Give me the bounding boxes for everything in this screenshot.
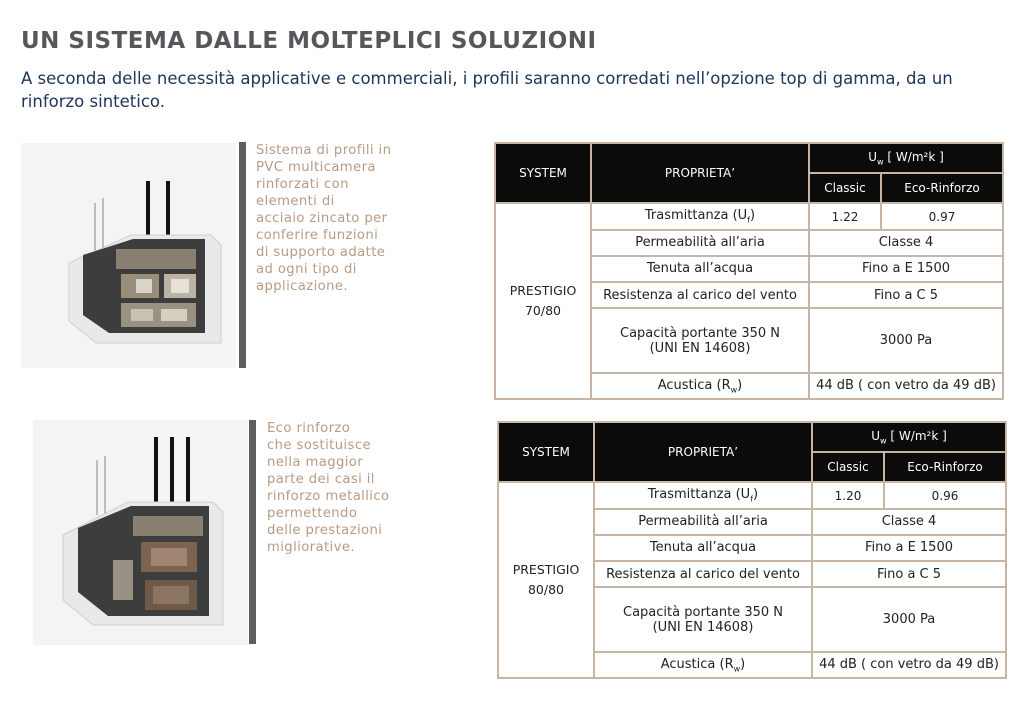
classic-value: 1.20 xyxy=(812,482,884,508)
description-1: Sistema di profili in PVC multicamera rinforzati con elementi di acciaio zincato per conferire funzioni di supporto adatte ad ogni tipo di applicazione. xyxy=(256,143,392,294)
header-system: SYSTEM xyxy=(498,422,594,482)
header-property: PROPRIETA’ xyxy=(591,143,809,203)
header-uw: $U_w$ [ W/m²k ] xyxy=(809,143,1003,173)
page-title: UN SISTEMA DALLE MOLTEPLICI SOLUZIONI xyxy=(21,28,597,54)
value-cell: 44 dB ( con vetro da 49 dB) xyxy=(812,652,1006,678)
prop-cell: Tenuta all’acqua xyxy=(591,256,809,282)
prop-cell: Trasmittanza $(U_f)$ xyxy=(591,203,809,229)
header-eco: Eco-Rinforzo xyxy=(881,173,1003,203)
value-cell: 44 dB ( con vetro da 49 dB) xyxy=(809,373,1003,399)
system-cell: PRESTIGIO 70/80 xyxy=(495,203,591,399)
page-subtitle: A seconda delle necessità applicative e commerciali, i profili saranno corredati nell’opzione top di gamma, da un rinforzo sintetico. xyxy=(21,69,953,111)
spec-table-1 xyxy=(494,142,1004,400)
value-cell: Fino a E 1500 xyxy=(809,256,1003,282)
header-classic: Classic xyxy=(809,173,881,203)
prop-cell: Acustica $(R_w)$ xyxy=(591,373,809,399)
eco-value: 0.96 xyxy=(884,482,1006,508)
spec-table-2 xyxy=(497,421,1007,679)
value-cell: 3000 Pa xyxy=(809,308,1003,373)
divider-bar-2 xyxy=(249,420,256,644)
profile-image-2 xyxy=(33,420,248,645)
value-cell: Classe 4 xyxy=(809,230,1003,256)
value-cell: 3000 Pa xyxy=(812,587,1006,652)
prop-cell: Capacità portante 350 N (UNI EN 14608) xyxy=(591,308,809,373)
prop-cell: Resistenza al carico del vento xyxy=(594,561,812,587)
value-cell: Fino a C 5 xyxy=(812,561,1006,587)
header-property: PROPRIETA’ xyxy=(594,422,812,482)
description-2: Eco rinforzo che sostituisce nella maggior parte dei casi il rinforzo metallico permettendo delle prestazioni migliorative. xyxy=(267,421,390,555)
system-cell: PRESTIGIO 80/80 xyxy=(498,482,594,678)
prop-cell: Permeabilità all’aria xyxy=(594,509,812,535)
value-cell: Fino a E 1500 xyxy=(812,535,1006,561)
header-uw: $U_w$ [ W/m²k ] xyxy=(812,422,1006,452)
profile-image-1 xyxy=(21,143,236,368)
value-cell: Fino a C 5 xyxy=(809,282,1003,308)
classic-value: 1.22 xyxy=(809,203,881,229)
header-system: SYSTEM xyxy=(495,143,591,203)
eco-value: 0.97 xyxy=(881,203,1003,229)
pvc-profile-eco-reinforced-icon xyxy=(33,420,248,645)
header-eco: Eco-Rinforzo xyxy=(884,452,1006,482)
pvc-profile-steel-reinforced-icon xyxy=(21,143,236,368)
prop-cell: Acustica $(R_w)$ xyxy=(594,652,812,678)
prop-cell: Permeabilità all’aria xyxy=(591,230,809,256)
prop-cell: Tenuta all’acqua xyxy=(594,535,812,561)
prop-cell: Capacità portante 350 N (UNI EN 14608) xyxy=(594,587,812,652)
prop-cell: Resistenza al carico del vento xyxy=(591,282,809,308)
header-classic: Classic xyxy=(812,452,884,482)
value-cell: Classe 4 xyxy=(812,509,1006,535)
divider-bar-1 xyxy=(239,142,246,368)
prop-cell: Trasmittanza $(U_f)$ xyxy=(594,482,812,508)
